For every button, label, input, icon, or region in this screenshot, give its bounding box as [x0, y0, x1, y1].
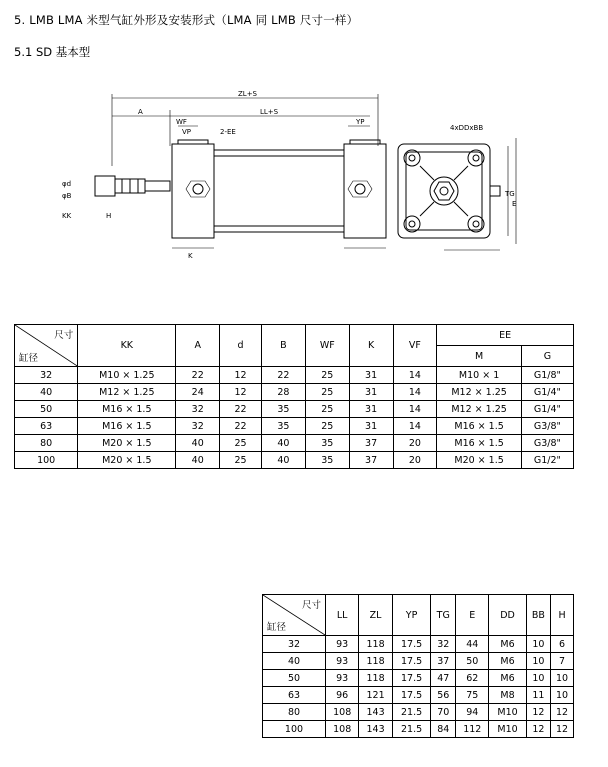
cell: 62 [456, 670, 489, 687]
ee-header: EE [437, 325, 574, 346]
cell: M16 × 1.5 [78, 401, 176, 418]
dim-h-label: H [106, 212, 112, 220]
col-header: ZL [359, 595, 392, 636]
dim-a-label: A [138, 108, 143, 116]
cell: 40 [263, 653, 326, 670]
cell: 22 [220, 401, 262, 418]
corner-cell [15, 325, 78, 367]
cell: 35 [305, 435, 349, 452]
cell: 32 [176, 418, 220, 435]
cell: 108 [326, 721, 359, 738]
cell: M16 × 1.5 [437, 418, 522, 435]
cell: 31 [349, 401, 393, 418]
ee-sub-m: M [437, 346, 522, 367]
cell: G1/8" [521, 367, 573, 384]
cell: 14 [393, 367, 437, 384]
cell: M10 [489, 704, 526, 721]
cell: 93 [326, 670, 359, 687]
table-row [263, 670, 574, 687]
table-row [15, 435, 574, 452]
cell: 10 [526, 653, 551, 670]
cell: 24 [176, 384, 220, 401]
dim-tg-label: TG [505, 190, 515, 198]
dim-zl-label: ZL+S [238, 90, 258, 98]
cell: 63 [263, 687, 326, 704]
dim-vp-label: VP [182, 128, 192, 136]
cell: 37 [349, 435, 393, 452]
dim-b-label: φB [62, 192, 72, 200]
cell: 96 [326, 687, 359, 704]
table-row [15, 418, 574, 435]
cell: 10 [551, 687, 574, 704]
table-row [15, 384, 574, 401]
cell: 143 [359, 721, 392, 738]
cell: 22 [176, 367, 220, 384]
cell: 12 [220, 367, 262, 384]
table-row [263, 721, 574, 738]
cell: 80 [15, 435, 78, 452]
cell: 37 [431, 653, 456, 670]
cell: 21.5 [392, 721, 431, 738]
cell: 35 [305, 452, 349, 469]
dim-ll-label: LL+S [260, 108, 279, 116]
col-header: K [349, 325, 393, 367]
col-header: WF [305, 325, 349, 367]
cell: 40 [262, 435, 306, 452]
table-row [15, 367, 574, 384]
cell: 112 [456, 721, 489, 738]
col-header: YP [392, 595, 431, 636]
cell: G1/4" [521, 384, 573, 401]
col-header: H [551, 595, 574, 636]
cell: 118 [359, 670, 392, 687]
dimension-table-2 [262, 594, 574, 738]
cell: 25 [220, 435, 262, 452]
cell: 25 [220, 452, 262, 469]
cylinder-drawing [60, 86, 520, 276]
cell: 37 [349, 452, 393, 469]
table-row [263, 636, 574, 653]
dim-bb-label: 4xDDxBB [450, 124, 484, 132]
cell: 12 [551, 721, 574, 738]
cell: 14 [393, 401, 437, 418]
cell: 12 [551, 704, 574, 721]
cell: 12 [526, 721, 551, 738]
cell: M10 × 1 [437, 367, 522, 384]
cell: M20 × 1.5 [437, 452, 522, 469]
col-header: E [456, 595, 489, 636]
cell: 84 [431, 721, 456, 738]
cell: M6 [489, 653, 526, 670]
col-header: TG [431, 595, 456, 636]
cell: 40 [176, 452, 220, 469]
cell: M16 × 1.5 [78, 418, 176, 435]
cell: 31 [349, 367, 393, 384]
cell: M12 × 1.25 [437, 401, 522, 418]
col-header: A [176, 325, 220, 367]
cell: 93 [326, 636, 359, 653]
cell: 35 [262, 401, 306, 418]
section-title: 5. LMB LMA 米型气缸外形及安装形式（LMA 同 LMB 尺寸一样） [14, 13, 359, 27]
dim-e-label: E [512, 200, 517, 208]
col-header: DD [489, 595, 526, 636]
cell: 143 [359, 704, 392, 721]
cell: 75 [456, 687, 489, 704]
cell: 32 [263, 636, 326, 653]
cell: 35 [262, 418, 306, 435]
cell: M8 [489, 687, 526, 704]
cell: 12 [526, 704, 551, 721]
cell: 22 [220, 418, 262, 435]
cell: 31 [349, 384, 393, 401]
cell: 7 [551, 653, 574, 670]
cell: 17.5 [392, 670, 431, 687]
cell: 40 [176, 435, 220, 452]
corner-top-label: 尺寸 [54, 330, 74, 341]
cell: 50 [456, 653, 489, 670]
cell: 121 [359, 687, 392, 704]
cell: 21.5 [392, 704, 431, 721]
cell: 31 [349, 418, 393, 435]
cell: 22 [262, 367, 306, 384]
col-header: BB [526, 595, 551, 636]
cell: 70 [431, 704, 456, 721]
corner-bottom-label: 缸径 [267, 622, 287, 633]
cell: 40 [15, 384, 78, 401]
cell: M6 [489, 636, 526, 653]
cell: 93 [326, 653, 359, 670]
table-row [263, 653, 574, 670]
cell: 28 [262, 384, 306, 401]
col-header: B [262, 325, 306, 367]
cell: 17.5 [392, 636, 431, 653]
cell: 20 [393, 435, 437, 452]
cell: 63 [15, 418, 78, 435]
cell: 14 [393, 418, 437, 435]
cell: 50 [15, 401, 78, 418]
cell: 32 [15, 367, 78, 384]
dim-d-label: φd [62, 180, 72, 188]
cell: 100 [15, 452, 78, 469]
cell: 56 [431, 687, 456, 704]
col-header: KK [78, 325, 176, 367]
cell: M6 [489, 670, 526, 687]
cell: M16 × 1.5 [437, 435, 522, 452]
cell: 12 [220, 384, 262, 401]
cell: 10 [551, 670, 574, 687]
col-header: LL [326, 595, 359, 636]
cell: 17.5 [392, 653, 431, 670]
cell: G1/2" [521, 452, 573, 469]
cell: M10 [489, 721, 526, 738]
dimension-table-1 [14, 324, 574, 469]
table-row [15, 401, 574, 418]
dim-kk-label: KK [62, 212, 72, 220]
dim-k-label: K [188, 252, 193, 260]
cell: 25 [305, 367, 349, 384]
cell: 25 [305, 401, 349, 418]
cell: 80 [263, 704, 326, 721]
cell: 118 [359, 636, 392, 653]
cell: 118 [359, 653, 392, 670]
dim-ee-label: 2-EE [220, 128, 236, 136]
cell: M20 × 1.5 [78, 452, 176, 469]
cell: 14 [393, 384, 437, 401]
cell: 94 [456, 704, 489, 721]
cell: 50 [263, 670, 326, 687]
corner-cell [263, 595, 326, 636]
subsection-title: 5.1 SD 基本型 [14, 45, 91, 59]
dim-wf-label: WF [176, 118, 187, 126]
dim-yp-label: YP [356, 118, 365, 126]
cell: 17.5 [392, 687, 431, 704]
ee-sub-g: G [521, 346, 573, 367]
cell: M10 × 1.25 [78, 367, 176, 384]
cell: 25 [305, 418, 349, 435]
cell: 108 [326, 704, 359, 721]
cell: G3/8" [521, 435, 573, 452]
cell: 11 [526, 687, 551, 704]
cell: 25 [305, 384, 349, 401]
cell: M12 × 1.25 [78, 384, 176, 401]
table-row [263, 704, 574, 721]
col-header: VF [393, 325, 437, 367]
col-header: d [220, 325, 262, 367]
cell: 44 [456, 636, 489, 653]
cell: G1/4" [521, 401, 573, 418]
cell: 20 [393, 452, 437, 469]
cell: 10 [526, 636, 551, 653]
cell: M12 × 1.25 [437, 384, 522, 401]
cell: G3/8" [521, 418, 573, 435]
corner-bottom-label: 缸径 [19, 353, 39, 364]
cell: 40 [262, 452, 306, 469]
table-row [263, 687, 574, 704]
cell: 32 [431, 636, 456, 653]
cell: 10 [526, 670, 551, 687]
cell: M20 × 1.5 [78, 435, 176, 452]
corner-top-label: 尺寸 [301, 600, 321, 611]
cell: 47 [431, 670, 456, 687]
table-row [15, 452, 574, 469]
cell: 32 [176, 401, 220, 418]
cell: 6 [551, 636, 574, 653]
cell: 100 [263, 721, 326, 738]
